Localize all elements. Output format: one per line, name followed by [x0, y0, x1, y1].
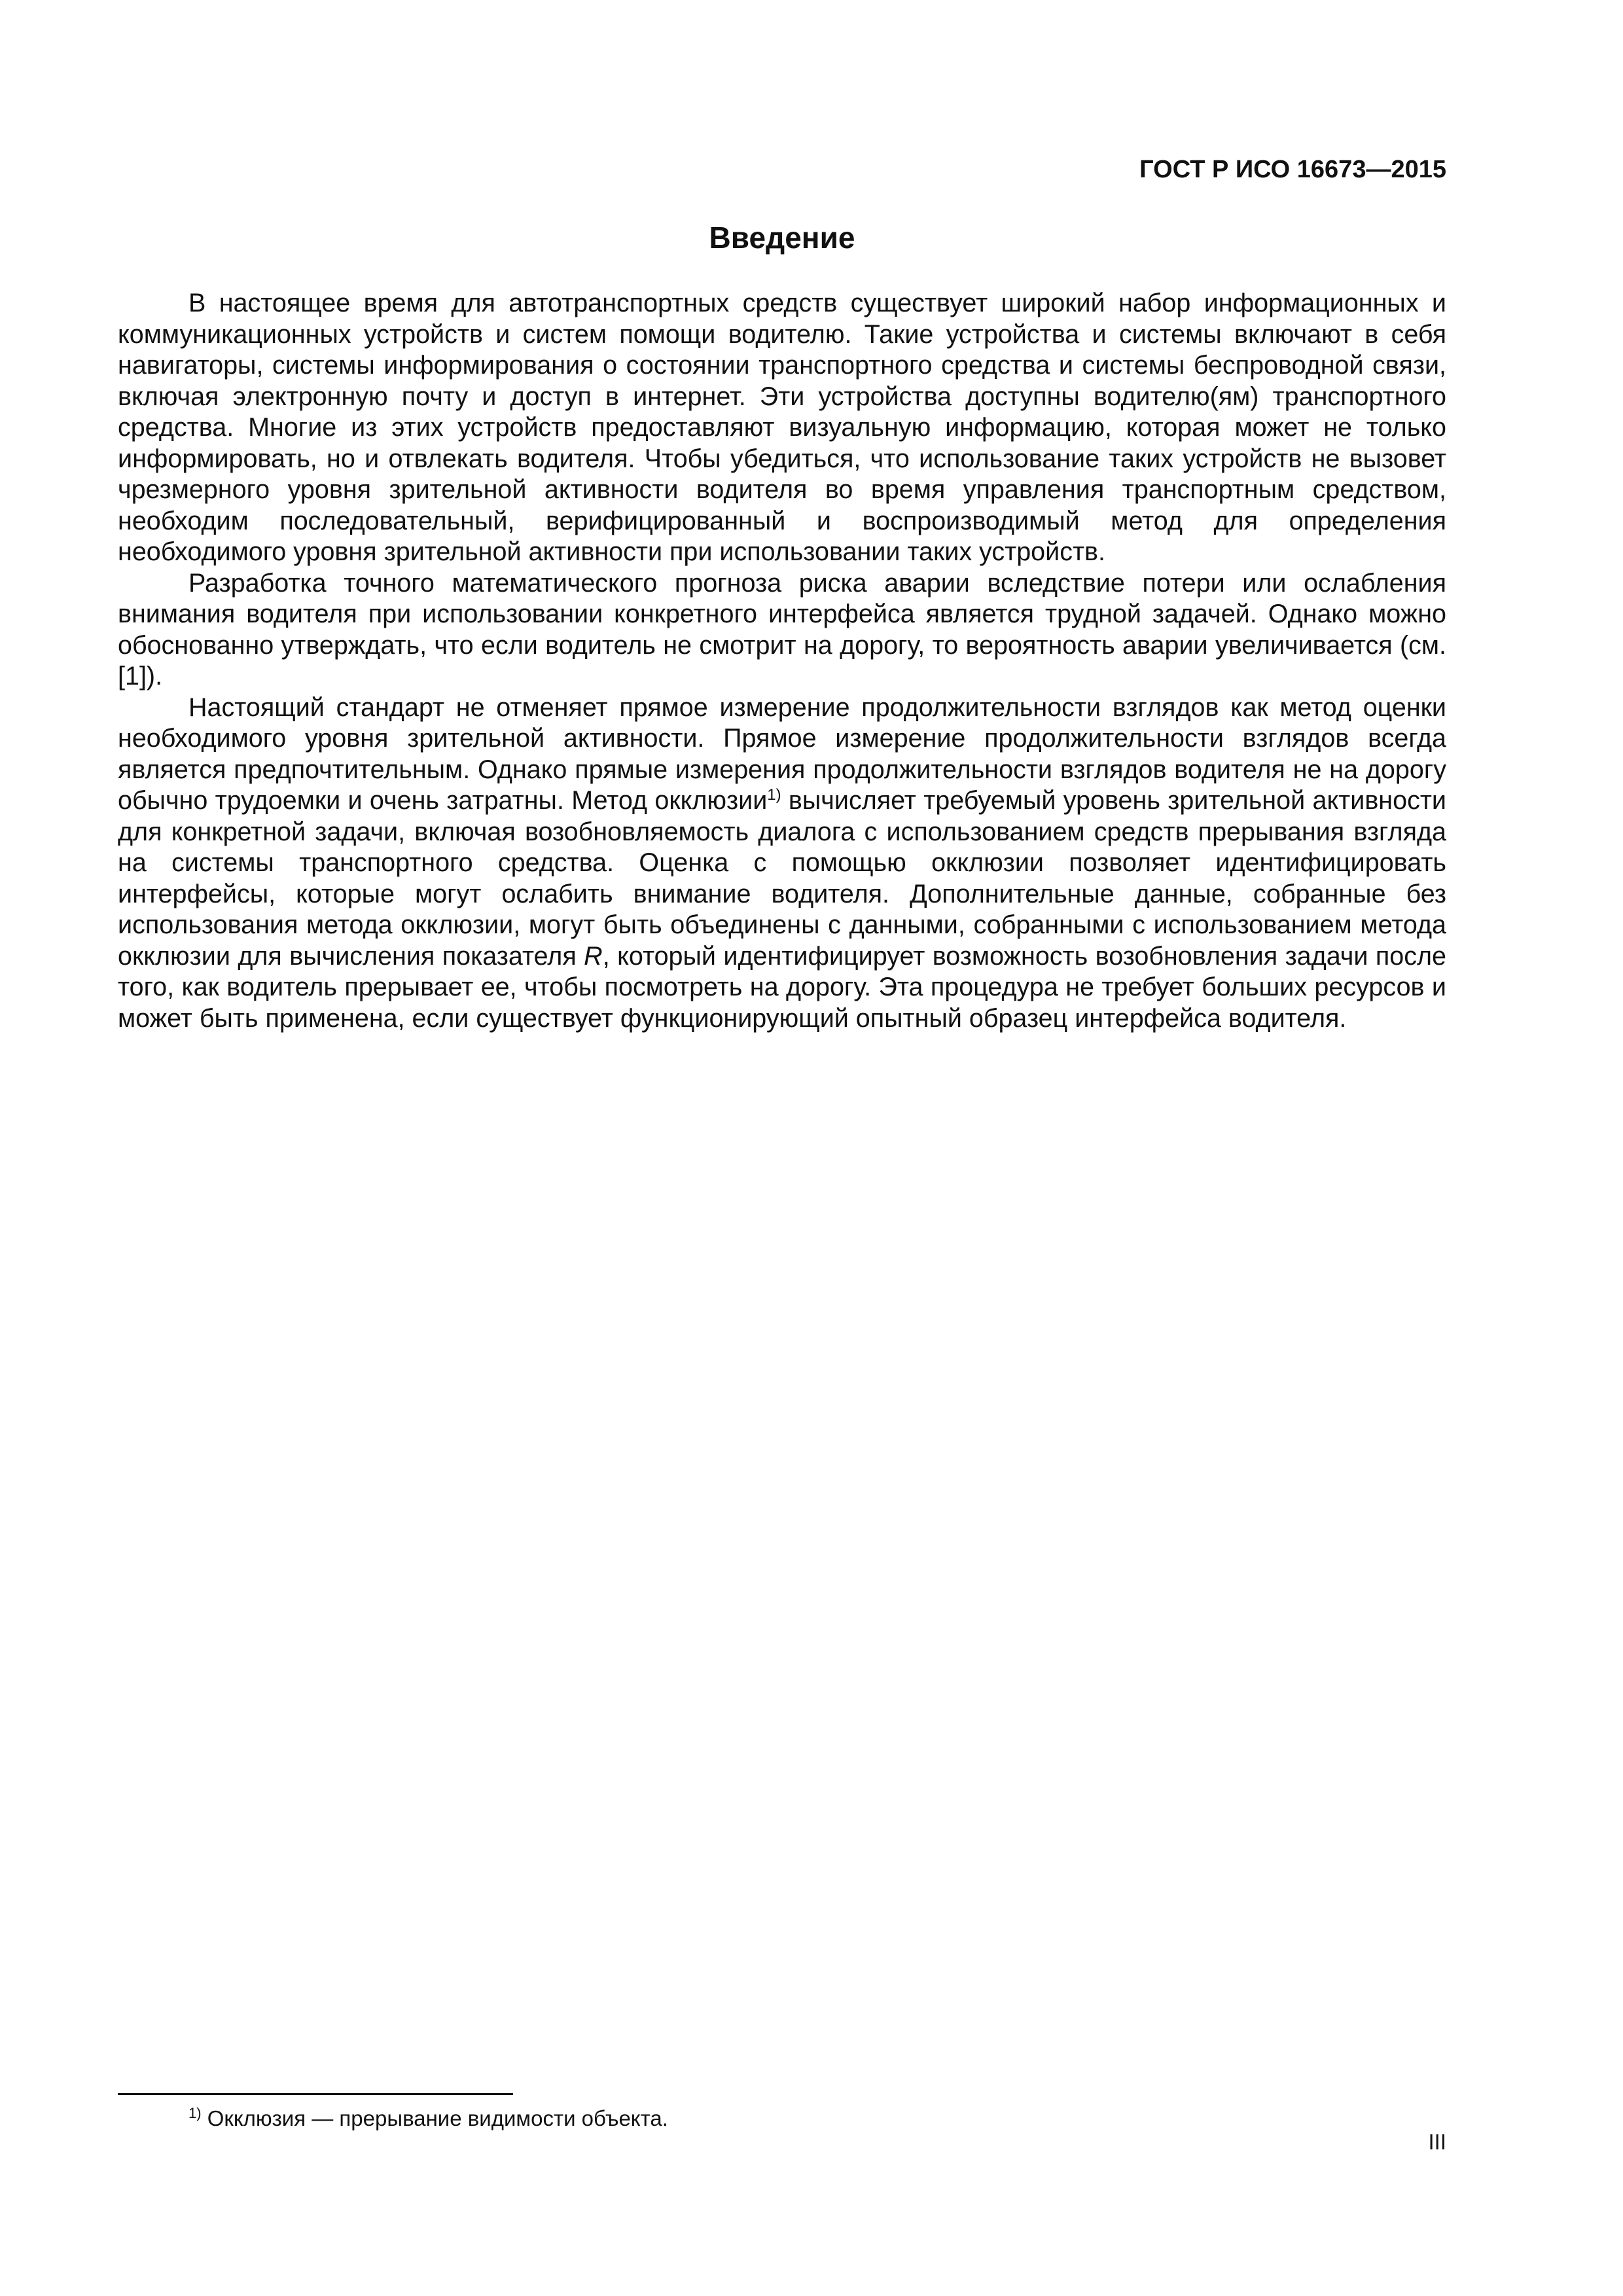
page-number: III: [1428, 2130, 1446, 2154]
symbol-r: R: [584, 941, 603, 971]
paragraph-3-part-1: Настоящий стандарт не отменяет прямое измерение продолжительности взглядов как метод оценки необходимого уровня зрительной активности. Прямое измерение продолжительности взглядов всегда является предпочтительным. Однако прямые измерения продолжительности взглядов водителя не на дорогу обычно трудоемки и очень затратны. Метод окклюзии: [118, 692, 1446, 815]
footnote-reference: 1): [767, 785, 781, 804]
paragraph-3: [118, 692, 1446, 1035]
paragraph-2: Разработка точного математического прогноза риска аварии вследствие потери или ослабления внимания водителя при использовании конкретного интерфейса является трудной задачей. Однако можно обоснованно утверждать, что если водитель не смотрит на дорогу, то вероятность аварии увеличивается (см. [1]).: [118, 568, 1446, 691]
paragraph-3-part-2: вычисляет требуемый уровень зрительной активности для конкретной задачи, включая возобновляемость диалога с использованием средств прерывания взгляда на системы транспортного средства. Оценка с помощью окклюзии позволяет идентифицировать интерфейсы, которые могут ослабить внимание водителя. Дополнительные данные, собранные без использования метода окклюзии, могут быть объединены с данными, собранными с использованием метода окклюзии для вычисления показателя: [118, 786, 1446, 971]
section-title: Введение: [709, 221, 855, 255]
body-text: [118, 288, 1446, 1034]
footnote-marker: 1): [188, 2105, 202, 2121]
document-code: ГОСТ Р ИСО 16673—2015: [1139, 156, 1446, 183]
paragraph-3-part-3: , который идентифицирует возможность возобновления задачи после того, как водитель прерывает ее, чтобы посмотреть на дорогу. Эта процедура не требует больших ресурсов и может быть применена, если существует функционирующий опытный образец интерфейса водителя.: [118, 941, 1446, 1033]
footnote-divider: [118, 2093, 513, 2095]
footnote-text: Окклюзия — прерывание видимости объекта.: [201, 2106, 668, 2130]
paragraph-1: В настоящее время для автотранспортных средств существует широкий набор информационных и коммуникационных устройств и систем помощи водителю. Такие устройства и системы включают в себя навигаторы, системы информирования о состоянии транспортного средства и системы беспроводной связи, включая электронную почту и доступ в интернет. Эти устройства доступны водителю(ям) транспортного средства. Многие из этих устройств предоставляют визуальную информацию, которая может не только информировать, но и отвлекать водителя. Чтобы убедиться, что использование таких устройств не вызовет чрезмерного уровня зрительной активности водителя во время управления транспортным средством, необходим последовательный, верифицированный и воспроизводимый метод для определения необходимого уровня зрительной активности при использовании таких устройств.: [118, 289, 1446, 566]
footnote: [188, 2106, 668, 2131]
